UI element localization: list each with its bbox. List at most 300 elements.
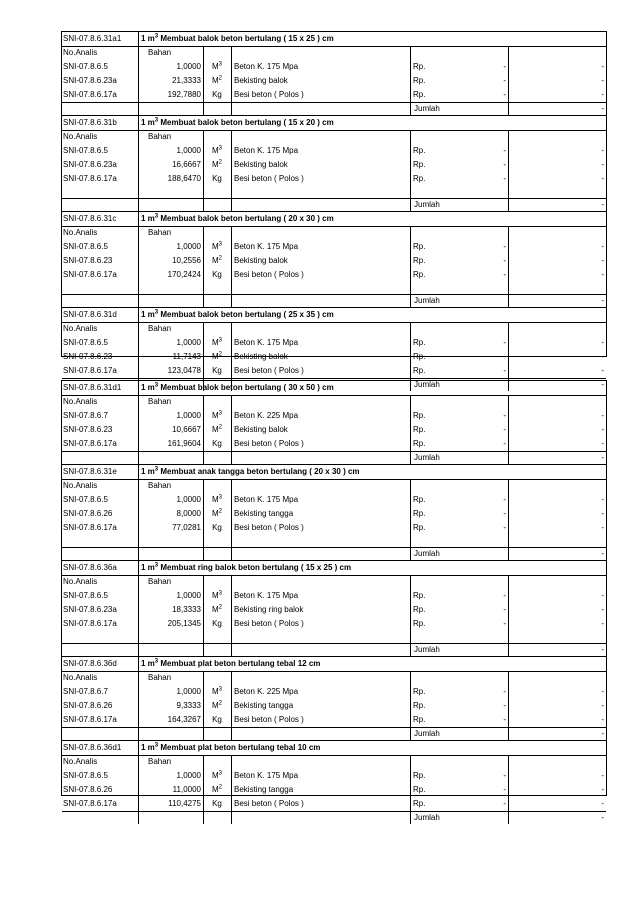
item-unit-price: - (503, 604, 506, 614)
item-code: SNI-07.8.6.5 (63, 61, 108, 71)
table-row (62, 268, 606, 282)
item-unit: $M^2$ (211, 158, 222, 169)
section-title: 1 $m^3$ Membuat balok beton bertulang ( 25 x 35 ) cm (141, 309, 334, 319)
item-quantity: 21,3333 (172, 75, 201, 85)
analysis-section (62, 464, 606, 560)
no-analis-label: No.Analis (63, 397, 98, 406)
section-header-row (62, 115, 606, 131)
section-code: SNI-07.8.6.31c (63, 214, 117, 223)
analysis-table-block-2 (61, 380, 607, 822)
no-analis-label: No.Analis (63, 673, 98, 682)
section-code: SNI-07.8.6.36d1 (63, 743, 122, 752)
column-label-row (62, 396, 606, 409)
item-total-price: - (601, 75, 604, 85)
jumlah-label: Jumlah (414, 295, 440, 305)
section-code: SNI-07.8.6.31b (63, 118, 117, 127)
section-code: SNI-07.8.6.31e (63, 467, 117, 476)
jumlah-row (62, 811, 606, 825)
column-label-row (62, 323, 606, 336)
item-currency: Rp. (413, 700, 426, 710)
item-description: Bekisting balok (234, 351, 288, 361)
blank-row (62, 186, 606, 198)
item-unit: Kg (212, 714, 222, 724)
item-total-price: - (601, 798, 604, 808)
item-currency: Rp. (413, 145, 426, 155)
no-analis-label: No.Analis (63, 577, 98, 586)
item-quantity: 1,0000 (176, 241, 201, 251)
item-code: SNI-07.8.6.23 (63, 424, 113, 434)
item-description: Bekisting balok (234, 424, 288, 434)
item-code: SNI-07.8.6.17a (63, 89, 117, 99)
item-total-price: - (601, 784, 604, 794)
item-unit-price: - (503, 241, 506, 251)
table-row (62, 713, 606, 727)
item-quantity: 164,3267 (167, 714, 201, 724)
item-description: Bekisting balok (234, 75, 288, 85)
jumlah-value: - (601, 452, 604, 462)
item-total-price: - (601, 269, 604, 279)
jumlah-value: - (601, 379, 604, 389)
item-total-price: - (601, 686, 604, 696)
table-row (62, 144, 606, 158)
jumlah-label: Jumlah (414, 548, 440, 558)
jumlah-value: - (601, 199, 604, 209)
section-title: 1 $m^3$ Membuat plat beton bertulang tebal 10 cm (141, 742, 321, 752)
item-total-price: - (601, 337, 604, 347)
item-description: Beton K. 175 Mpa (234, 494, 299, 504)
item-unit: $M^3$ (211, 60, 222, 71)
item-unit-price: - (503, 337, 506, 347)
analysis-section (62, 381, 606, 464)
item-description: Bekisting tangga (234, 784, 294, 794)
item-total-price: - (601, 522, 604, 532)
item-quantity: 1,0000 (176, 590, 201, 600)
item-code: SNI-07.8.6.23 (63, 255, 113, 265)
bahan-label: Bahan (148, 228, 172, 237)
item-quantity: 1,0000 (176, 770, 201, 780)
section-title: 1 $m^3$ Membuat balok beton bertulang ( 15 x 25 ) cm (141, 33, 334, 43)
item-total-price: - (601, 351, 604, 361)
item-total-price: - (601, 604, 604, 614)
item-unit: Kg (212, 522, 222, 532)
item-quantity: 1,0000 (176, 61, 201, 71)
item-quantity: 1,0000 (176, 145, 201, 155)
analysis-section (62, 560, 606, 656)
section-header-row (62, 740, 606, 756)
jumlah-value: - (601, 644, 604, 654)
section-title: 1 $m^3$ Membuat balok beton bertulang ( 20 x 30 ) cm (141, 213, 334, 223)
item-code: SNI-07.8.6.23a (63, 159, 117, 169)
item-quantity: 205,1345 (167, 618, 201, 628)
item-unit-price: - (503, 784, 506, 794)
bahan-label: Bahan (148, 481, 172, 490)
item-quantity: 77,0281 (172, 522, 201, 532)
table-row (62, 617, 606, 631)
item-unit: $M^2$ (211, 507, 222, 518)
item-unit-price: - (503, 159, 506, 169)
item-unit-price: - (503, 590, 506, 600)
column-label-row (62, 480, 606, 493)
item-total-price: - (601, 255, 604, 265)
table-row (62, 409, 606, 423)
section-code: SNI-07.8.6.31d1 (63, 383, 122, 392)
analysis-section (62, 307, 606, 391)
item-total-price: - (601, 424, 604, 434)
bahan-label: Bahan (148, 48, 172, 57)
item-unit: $M^2$ (211, 699, 222, 710)
item-unit-price: - (503, 438, 506, 448)
table-row (62, 589, 606, 603)
item-description: Besi beton ( Polos ) (234, 89, 304, 99)
section-header-row (62, 211, 606, 227)
section-header-row (62, 32, 606, 47)
analysis-section (62, 656, 606, 740)
item-unit-price: - (503, 522, 506, 532)
jumlah-row (62, 643, 606, 657)
table-row (62, 350, 606, 364)
item-unit-price: - (503, 508, 506, 518)
no-analis-label: No.Analis (63, 757, 98, 766)
item-currency: Rp. (413, 269, 426, 279)
item-unit: Kg (212, 618, 222, 628)
section-title: 1 $m^3$ Membuat plat beton bertulang tebal 12 cm (141, 658, 321, 668)
item-total-price: - (601, 714, 604, 724)
item-quantity: 1,0000 (176, 410, 201, 420)
section-header-row (62, 560, 606, 576)
item-currency: Rp. (413, 89, 426, 99)
column-label-row (62, 756, 606, 769)
item-unit: Kg (212, 798, 222, 808)
item-total-price: - (601, 241, 604, 251)
jumlah-label: Jumlah (414, 379, 440, 389)
item-unit-price: - (503, 424, 506, 434)
item-currency: Rp. (413, 337, 426, 347)
item-unit: $M^2$ (211, 350, 222, 361)
item-description: Besi beton ( Polos ) (234, 618, 304, 628)
item-code: SNI-07.8.6.5 (63, 337, 108, 347)
item-quantity: 1,0000 (176, 686, 201, 696)
section-title: 1 $m^3$ Membuat anak tangga beton bertulang ( 20 x 30 ) cm (141, 466, 360, 476)
item-code: SNI-07.8.6.17a (63, 522, 117, 532)
item-currency: Rp. (413, 686, 426, 696)
table-row (62, 493, 606, 507)
bahan-label: Bahan (148, 757, 172, 766)
item-description: Beton K. 225 Mpa (234, 410, 299, 420)
section-code: SNI-07.8.6.36d (63, 659, 117, 668)
table-row (62, 507, 606, 521)
jumlah-label: Jumlah (414, 812, 440, 822)
item-quantity: 10,2556 (172, 255, 201, 265)
item-quantity: 11,7143 (172, 351, 201, 361)
item-description: Besi beton ( Polos ) (234, 438, 304, 448)
item-total-price: - (601, 89, 604, 99)
table-row (62, 797, 606, 811)
item-unit-price: - (503, 89, 506, 99)
item-code: SNI-07.8.6.26 (63, 784, 113, 794)
analysis-section (62, 115, 606, 211)
analysis-section (62, 740, 606, 824)
column-label-row (62, 131, 606, 144)
section-header-row (62, 307, 606, 323)
item-unit: $M^3$ (211, 144, 222, 155)
item-quantity: 11,0000 (172, 784, 201, 794)
table-row (62, 60, 606, 74)
item-unit-price: - (503, 365, 506, 375)
item-unit: $M^2$ (211, 603, 222, 614)
item-total-price: - (601, 159, 604, 169)
item-unit-price: - (503, 686, 506, 696)
item-currency: Rp. (413, 508, 426, 518)
section-header-row (62, 656, 606, 672)
item-quantity: 10,6667 (172, 424, 201, 434)
item-currency: Rp. (413, 351, 426, 361)
table-row (62, 158, 606, 172)
item-unit-price: - (503, 255, 506, 265)
item-description: Beton K. 225 Mpa (234, 686, 299, 696)
item-quantity: 1,0000 (176, 337, 201, 347)
jumlah-row (62, 294, 606, 308)
blank-row (62, 282, 606, 294)
no-analis-label: No.Analis (63, 228, 98, 237)
item-currency: Rp. (413, 173, 426, 183)
item-quantity: 18,3333 (172, 604, 201, 614)
item-unit: Kg (212, 269, 222, 279)
table-row (62, 74, 606, 88)
bahan-label: Bahan (148, 132, 172, 141)
jumlah-row (62, 102, 606, 116)
table-row (62, 521, 606, 535)
item-currency: Rp. (413, 784, 426, 794)
item-unit: Kg (212, 365, 222, 375)
table-row (62, 364, 606, 378)
blank-row (62, 631, 606, 643)
item-total-price: - (601, 618, 604, 628)
item-description: Besi beton ( Polos ) (234, 365, 304, 375)
table-row (62, 603, 606, 617)
item-description: Beton K. 175 Mpa (234, 590, 299, 600)
jumlah-value: - (601, 295, 604, 305)
jumlah-value: - (601, 728, 604, 738)
section-code: SNI-07.8.6.31a1 (63, 34, 122, 43)
item-total-price: - (601, 770, 604, 780)
item-quantity: 110,4275 (168, 798, 201, 808)
item-description: Bekisting ring balok (234, 604, 304, 614)
jumlah-label: Jumlah (414, 199, 440, 209)
item-unit-price: - (503, 351, 506, 361)
item-currency: Rp. (413, 494, 426, 504)
item-code: SNI-07.8.6.17a (63, 618, 117, 628)
item-currency: Rp. (413, 255, 426, 265)
item-unit-price: - (503, 269, 506, 279)
item-total-price: - (601, 590, 604, 600)
item-code: SNI-07.8.6.5 (63, 770, 108, 780)
item-code: SNI-07.8.6.5 (63, 241, 108, 251)
item-unit: Kg (212, 89, 222, 99)
item-description: Bekisting tangga (234, 700, 294, 710)
item-unit-price: - (503, 700, 506, 710)
item-code: SNI-07.8.6.17a (63, 173, 117, 183)
item-code: SNI-07.8.6.5 (63, 590, 108, 600)
analysis-section (62, 211, 606, 307)
table-row (62, 685, 606, 699)
no-analis-label: No.Analis (63, 48, 98, 57)
table-row (62, 336, 606, 350)
item-code: SNI-07.8.6.26 (63, 508, 113, 518)
jumlah-value: - (601, 548, 604, 558)
item-description: Beton K. 175 Mpa (234, 241, 299, 251)
item-description: Bekisting balok (234, 159, 288, 169)
item-code: SNI-07.8.6.23a (63, 604, 117, 614)
item-total-price: - (601, 438, 604, 448)
jumlah-label: Jumlah (414, 728, 440, 738)
item-code: SNI-07.8.6.17a (63, 438, 117, 448)
section-code: SNI-07.8.6.36a (63, 563, 117, 572)
jumlah-label: Jumlah (414, 644, 440, 654)
item-description: Beton K. 175 Mpa (234, 145, 299, 155)
table-row (62, 437, 606, 451)
column-label-row (62, 227, 606, 240)
item-unit-price: - (503, 714, 506, 724)
item-description: Besi beton ( Polos ) (234, 269, 304, 279)
item-currency: Rp. (413, 798, 426, 808)
no-analis-label: No.Analis (63, 132, 98, 141)
item-quantity: 192,7880 (167, 89, 201, 99)
item-code: SNI-07.8.6.23 (63, 351, 113, 361)
bahan-label: Bahan (148, 324, 172, 333)
jumlah-row (62, 547, 606, 561)
item-description: Beton K. 175 Mpa (234, 337, 299, 347)
item-currency: Rp. (413, 590, 426, 600)
item-currency: Rp. (413, 604, 426, 614)
analysis-section (62, 32, 606, 115)
item-unit-price: - (503, 75, 506, 85)
item-unit: $M^3$ (211, 409, 222, 420)
item-description: Bekisting balok (234, 255, 288, 265)
item-unit: $M^3$ (211, 240, 222, 251)
item-currency: Rp. (413, 241, 426, 251)
blank-row (62, 535, 606, 547)
jumlah-value: - (601, 103, 604, 113)
column-label-row (62, 576, 606, 589)
item-currency: Rp. (413, 75, 426, 85)
table-row (62, 769, 606, 783)
item-currency: Rp. (413, 365, 426, 375)
item-currency: Rp. (413, 770, 426, 780)
item-currency: Rp. (413, 714, 426, 724)
item-quantity: 1,0000 (176, 494, 201, 504)
item-unit: $M^2$ (211, 74, 222, 85)
item-currency: Rp. (413, 61, 426, 71)
item-unit-price: - (503, 145, 506, 155)
item-code: SNI-07.8.6.5 (63, 494, 108, 504)
item-code: SNI-07.8.6.17a (63, 269, 117, 279)
item-total-price: - (601, 508, 604, 518)
item-unit-price: - (503, 618, 506, 628)
item-unit: $M^3$ (211, 589, 222, 600)
item-code: SNI-07.8.6.5 (63, 145, 108, 155)
jumlah-value: - (601, 812, 604, 822)
item-total-price: - (601, 700, 604, 710)
table-row (62, 699, 606, 713)
column-label-row (62, 47, 606, 60)
item-unit-price: - (503, 410, 506, 420)
table-row (62, 423, 606, 437)
item-currency: Rp. (413, 159, 426, 169)
section-title: 1 $m^3$ Membuat balok beton bertulang ( 15 x 20 ) cm (141, 117, 334, 127)
item-currency: Rp. (413, 438, 426, 448)
item-quantity: 16,6667 (172, 159, 201, 169)
item-code: SNI-07.8.6.7 (63, 686, 108, 696)
no-analis-label: No.Analis (63, 324, 98, 333)
item-total-price: - (601, 494, 604, 504)
item-code: SNI-07.8.6.17a (63, 798, 117, 808)
item-currency: Rp. (413, 410, 426, 420)
item-unit: Kg (212, 438, 222, 448)
item-currency: Rp. (413, 522, 426, 532)
item-quantity: 188,6470 (167, 173, 201, 183)
item-description: Besi beton ( Polos ) (234, 714, 304, 724)
jumlah-label: Jumlah (414, 103, 440, 113)
item-total-price: - (601, 173, 604, 183)
item-currency: Rp. (413, 618, 426, 628)
item-quantity: 123,0478 (167, 365, 201, 375)
item-unit: $M^3$ (211, 336, 222, 347)
item-code: SNI-07.8.6.17a (63, 365, 117, 375)
item-quantity: 170,2424 (167, 269, 201, 279)
item-unit: $M^3$ (211, 685, 222, 696)
item-total-price: - (601, 145, 604, 155)
item-code: SNI-07.8.6.7 (63, 410, 108, 420)
item-code: SNI-07.8.6.23a (63, 75, 117, 85)
jumlah-label: Jumlah (414, 452, 440, 462)
bahan-label: Bahan (148, 577, 172, 586)
item-unit: $M^2$ (211, 423, 222, 434)
item-description: Besi beton ( Polos ) (234, 798, 304, 808)
section-title: 1 $m^3$ Membuat balok beton bertulang ( 30 x 50 ) cm (141, 382, 334, 392)
item-currency: Rp. (413, 424, 426, 434)
column-label-row (62, 672, 606, 685)
item-description: Beton K. 175 Mpa (234, 770, 299, 780)
table-row (62, 172, 606, 186)
jumlah-row (62, 727, 606, 741)
item-unit-price: - (503, 173, 506, 183)
item-unit-price: - (503, 61, 506, 71)
item-unit: $M^2$ (211, 783, 222, 794)
section-code: SNI-07.8.6.31d (63, 310, 117, 319)
item-quantity: 161,9604 (167, 438, 201, 448)
item-description: Beton K. 175 Mpa (234, 61, 299, 71)
item-total-price: - (601, 365, 604, 375)
table-row (62, 240, 606, 254)
item-unit-price: - (503, 798, 506, 808)
item-unit-price: - (503, 494, 506, 504)
section-header-row (62, 381, 606, 396)
item-total-price: - (601, 410, 604, 420)
jumlah-row (62, 451, 606, 465)
item-description: Bekisting tangga (234, 508, 294, 518)
table-row (62, 88, 606, 102)
item-description: Besi beton ( Polos ) (234, 173, 304, 183)
no-analis-label: No.Analis (63, 481, 98, 490)
item-unit: Kg (212, 173, 222, 183)
item-unit: $M^3$ (211, 493, 222, 504)
item-total-price: - (601, 61, 604, 71)
item-unit-price: - (503, 770, 506, 780)
item-code: SNI-07.8.6.26 (63, 700, 113, 710)
table-row (62, 254, 606, 268)
bahan-label: Bahan (148, 397, 172, 406)
item-unit: $M^3$ (211, 769, 222, 780)
